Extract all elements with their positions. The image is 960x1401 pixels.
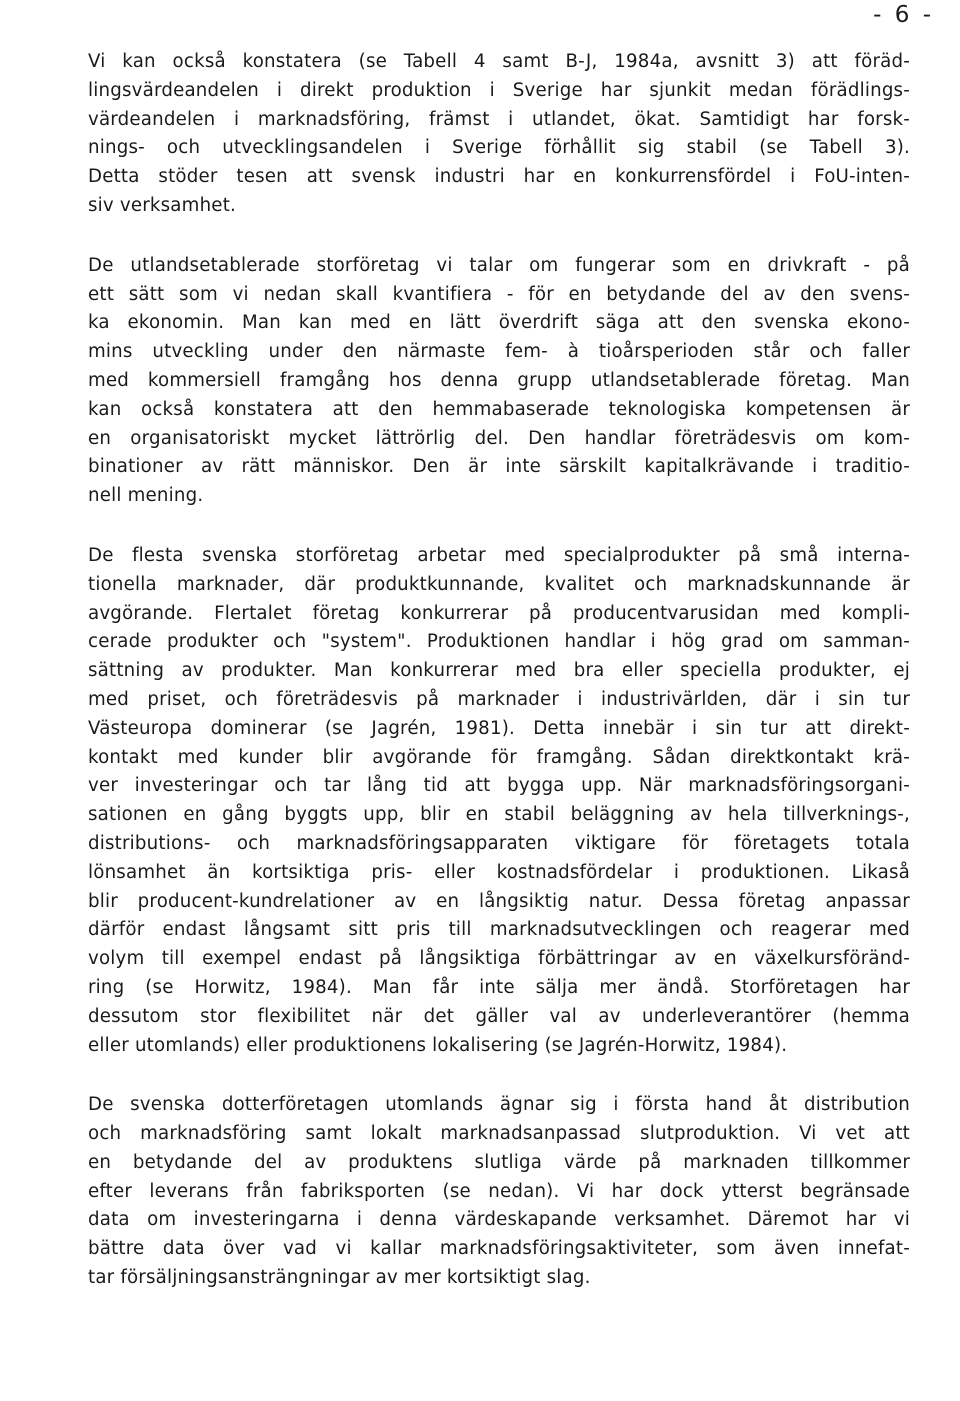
text-line: eller utomlands) eller produktionens lokalisering (se Jagrén-Horwitz, 1984). (88, 1034, 788, 1056)
text-line: nell mening. (88, 485, 204, 507)
text-line: volym till exempel endast på långsiktiga förbättringar av en växelkursföränd- (88, 948, 910, 970)
text-line: De svenska dotterföretagen utomlands ägnar sig i första hand åt distribution (88, 1094, 910, 1116)
text-line: kan också konstatera att den hemmabaserade teknologiska kompetensen är (88, 398, 910, 420)
page-number: - 6 - (873, 2, 934, 28)
text-line: distributions- och marknadsföringsapparaten viktigare för företagets totala (88, 832, 910, 854)
text-line: ett sätt som vi nedan skall kvantifiera - för en betydande del av den svens- (88, 283, 910, 305)
text-line: en organisatoriskt mycket lättrörlig del. Den handlar företrädesvis om kom- (88, 427, 910, 449)
text-line: ring (se Horwitz, 1984). Man får inte sälja mer ändå. Storföretagen har (88, 976, 910, 998)
text-line: efter leverans från fabriksporten (se nedan). Vi har dock ytterst begränsade (88, 1180, 910, 1202)
text-line: lönsamhet än kortsiktiga pris- eller kostnadsfördelar i produktionen. Likaså (88, 861, 910, 883)
text-line: dessutom stor flexibilitet när det gäller val av underleverantörer (hemma (88, 1005, 910, 1027)
text-line: och marknadsföring samt lokalt marknadsanpassad slutproduktion. Vi vet att (88, 1123, 910, 1145)
text-line: sationen en gång byggts upp, blir en stabil beläggning av hela tillverknings-, (88, 804, 910, 826)
text-line: De utlandsetablerade storföretag vi talar om fungerar som en drivkraft - på (88, 254, 910, 276)
text-line: mins utveckling under den närmaste fem- à tioårsperioden står och faller (88, 341, 910, 363)
text-line: sättning av produkter. Man konkurrerar med bra eller speciella produkter, ej (88, 660, 910, 682)
text-line: tionella marknader, där produktkunnande, kvalitet och marknadskunnande är (88, 573, 910, 595)
text-line: kontakt med kunder blir avgörande för framgång. Sådan direktkontakt krä- (88, 746, 910, 768)
paragraph-3 (88, 542, 910, 1060)
text-line: blir producent-kundrelationer av en långsiktig natur. Dessa företag anpassar (88, 890, 910, 912)
text-line: ver investeringar och tar lång tid att bygga upp. När marknadsföringsorgani- (88, 775, 910, 797)
text-line: Västeuropa dominerar (se Jagrén, 1981). Detta innebär i sin tur att direkt- (88, 717, 910, 739)
text-line: data om investeringarna i denna värdeskapande verksamhet. Däremot har vi (88, 1209, 910, 1231)
text-line: siv verksamhet. (88, 194, 237, 216)
text-line: binationer av rätt människor. Den är inte särskilt kapitalkrävande i traditio- (88, 456, 910, 478)
text-line: ka ekonomin. Man kan med en lätt överdrift säga att den svenska ekono- (88, 312, 910, 334)
text-line: bättre data över vad vi kallar marknadsföringsaktiviteter, som även innefat- (88, 1238, 910, 1260)
paragraph-1 (88, 48, 910, 221)
text-line: De flesta svenska storföretag arbetar med specialprodukter på små interna- (88, 544, 910, 566)
text-line: lingsvärdeandelen i direkt produktion i Sverige har sjunkit medan förädlings- (88, 79, 910, 101)
text-line: därför endast långsamt sitt pris till marknadsutvecklingen och reagerar med (88, 919, 910, 941)
text-line: med kommersiell framgång hos denna grupp utlandsetablerade företag. Man (88, 369, 910, 391)
paragraph-2 (88, 252, 910, 511)
document-body (88, 48, 910, 1293)
text-line: nings- och utvecklingsandelen i Sverige förhållit sig stabil (se Tabell 3). (88, 137, 910, 159)
paragraph-4 (88, 1091, 910, 1293)
text-line: avgörande. Flertalet företag konkurrerar på producentvarusidan med kompli- (88, 602, 910, 624)
text-line: värdeandelen i marknadsföring, främst i utlandet, ökat. Samtidigt har forsk- (88, 108, 910, 130)
text-line: en betydande del av produktens slutliga värde på marknaden tillkommer (88, 1151, 910, 1173)
text-line: Vi kan också konstatera (se Tabell 4 samt B-J, 1984a, avsnitt 3) att föräd- (88, 51, 910, 72)
text-line: med priset, och företrädesvis på marknader i industrivärlden, där i sin tur (88, 688, 910, 710)
text-line: Detta stöder tesen att svensk industri har en konkurrensfördel i FoU-inten- (88, 166, 910, 188)
text-line: cerade produkter och "system". Produktionen handlar i hög grad om samman- (88, 631, 910, 653)
text-line: tar försäljningsansträngningar av mer kortsiktigt slag. (88, 1267, 591, 1289)
